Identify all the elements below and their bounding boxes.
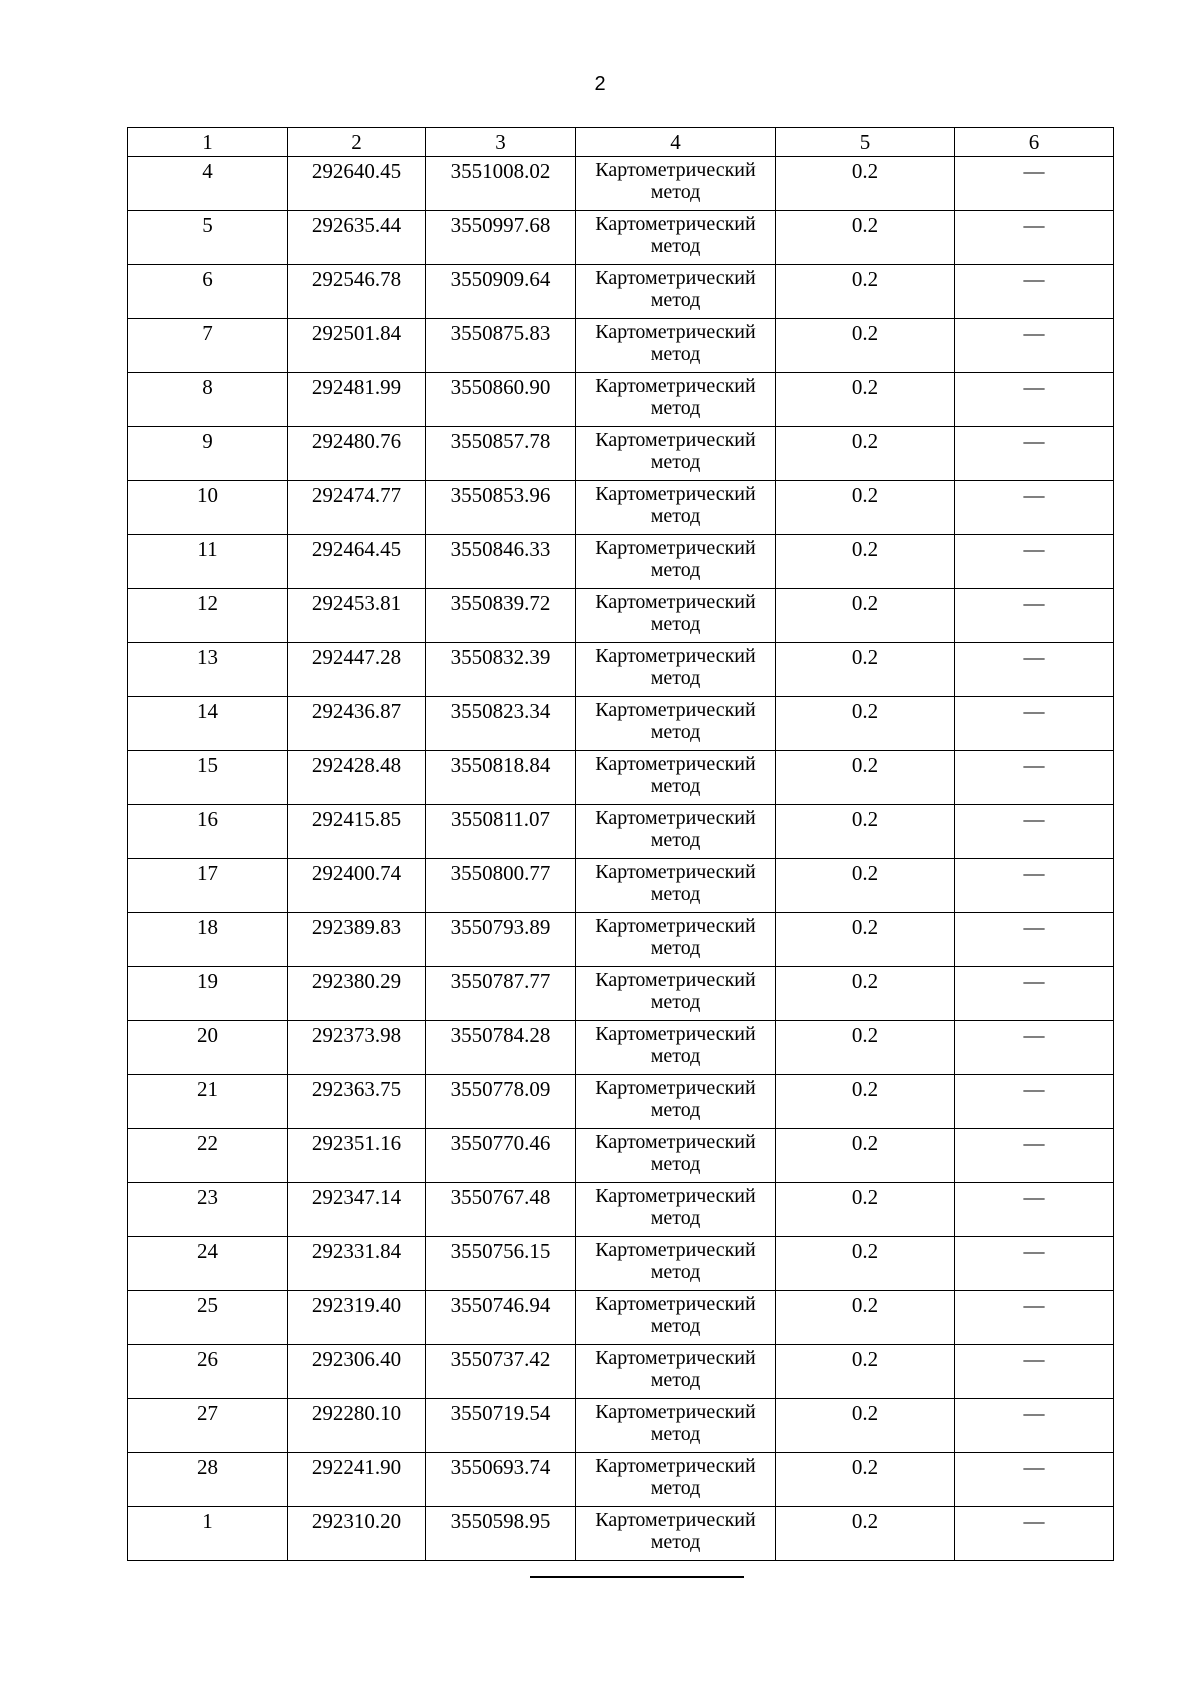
point-number-cell: 27 bbox=[128, 1399, 288, 1453]
y-coordinate-cell: 3550784.28 bbox=[426, 1021, 576, 1075]
x-coordinate-cell: 292436.87 bbox=[288, 697, 426, 751]
method-line-1: Картометрический bbox=[595, 213, 756, 235]
description-cell: — bbox=[955, 913, 1114, 967]
accuracy-cell: 0.2 bbox=[776, 805, 955, 859]
x-coordinate-cell: 292464.45 bbox=[288, 535, 426, 589]
method-cell bbox=[576, 751, 776, 805]
method-cell bbox=[576, 211, 776, 265]
y-coordinate-cell: 3550787.77 bbox=[426, 967, 576, 1021]
y-coordinate-cell: 3550793.89 bbox=[426, 913, 576, 967]
description-cell: — bbox=[955, 1075, 1114, 1129]
description-cell: — bbox=[955, 643, 1114, 697]
method-line-1: Картометрический bbox=[595, 1131, 756, 1153]
method-cell bbox=[576, 427, 776, 481]
table-row bbox=[128, 373, 1114, 427]
method-cell bbox=[576, 1399, 776, 1453]
table-row bbox=[128, 589, 1114, 643]
y-coordinate-cell: 3550811.07 bbox=[426, 805, 576, 859]
x-coordinate-cell: 292480.76 bbox=[288, 427, 426, 481]
method-line-2: метод bbox=[650, 1315, 701, 1337]
method-line-2: метод bbox=[650, 1477, 701, 1499]
method-line-2: метод bbox=[650, 451, 701, 473]
y-coordinate-cell: 3550818.84 bbox=[426, 751, 576, 805]
x-coordinate-cell: 292347.14 bbox=[288, 1183, 426, 1237]
method-line-2: метод bbox=[650, 937, 701, 959]
x-coordinate-cell: 292501.84 bbox=[288, 319, 426, 373]
point-number-cell: 20 bbox=[128, 1021, 288, 1075]
method-cell bbox=[576, 697, 776, 751]
x-coordinate-cell: 292400.74 bbox=[288, 859, 426, 913]
accuracy-cell: 0.2 bbox=[776, 319, 955, 373]
x-coordinate-cell: 292447.28 bbox=[288, 643, 426, 697]
accuracy-cell: 0.2 bbox=[776, 1453, 955, 1507]
point-number-cell: 13 bbox=[128, 643, 288, 697]
point-number-cell: 11 bbox=[128, 535, 288, 589]
table-row bbox=[128, 1507, 1114, 1561]
x-coordinate-cell: 292241.90 bbox=[288, 1453, 426, 1507]
point-number-cell: 26 bbox=[128, 1345, 288, 1399]
y-coordinate-cell: 3550853.96 bbox=[426, 481, 576, 535]
table-row bbox=[128, 1075, 1114, 1129]
accuracy-cell: 0.2 bbox=[776, 859, 955, 913]
table-row bbox=[128, 805, 1114, 859]
method-cell bbox=[576, 1129, 776, 1183]
method-cell bbox=[576, 481, 776, 535]
method-line-2: метод bbox=[650, 235, 701, 257]
point-number-cell: 10 bbox=[128, 481, 288, 535]
page-number: 2 bbox=[594, 73, 606, 95]
method-line-2: метод bbox=[650, 883, 701, 905]
y-coordinate-cell: 3550598.95 bbox=[426, 1507, 576, 1561]
method-line-1: Картометрический bbox=[595, 1023, 756, 1045]
point-number-cell: 7 bbox=[128, 319, 288, 373]
header-row bbox=[128, 128, 1114, 157]
accuracy-cell: 0.2 bbox=[776, 1021, 955, 1075]
x-coordinate-cell: 292453.81 bbox=[288, 589, 426, 643]
description-cell: — bbox=[955, 535, 1114, 589]
accuracy-cell: 0.2 bbox=[776, 1291, 955, 1345]
method-line-2: метод bbox=[650, 343, 701, 365]
point-number-cell: 21 bbox=[128, 1075, 288, 1129]
description-cell: — bbox=[955, 319, 1114, 373]
method-line-1: Картометрический bbox=[595, 483, 756, 505]
method-line-1: Картометрический bbox=[595, 159, 756, 181]
method-cell bbox=[576, 157, 776, 211]
x-coordinate-cell: 292546.78 bbox=[288, 265, 426, 319]
description-cell: — bbox=[955, 697, 1114, 751]
y-coordinate-cell: 3550875.83 bbox=[426, 319, 576, 373]
point-number-cell: 18 bbox=[128, 913, 288, 967]
method-cell bbox=[576, 1291, 776, 1345]
method-line-2: метод bbox=[650, 775, 701, 797]
method-line-2: метод bbox=[650, 1423, 701, 1445]
footer-separator-line bbox=[530, 1576, 744, 1578]
method-line-1: Картометрический bbox=[595, 807, 756, 829]
description-cell: — bbox=[955, 589, 1114, 643]
accuracy-cell: 0.2 bbox=[776, 697, 955, 751]
accuracy-cell: 0.2 bbox=[776, 1129, 955, 1183]
table-row bbox=[128, 1399, 1114, 1453]
table-row bbox=[128, 1021, 1114, 1075]
table-row bbox=[128, 1237, 1114, 1291]
header-cell-6: 6 bbox=[955, 128, 1114, 157]
accuracy-cell: 0.2 bbox=[776, 427, 955, 481]
accuracy-cell: 0.2 bbox=[776, 1075, 955, 1129]
table-row bbox=[128, 319, 1114, 373]
x-coordinate-cell: 292306.40 bbox=[288, 1345, 426, 1399]
table-header bbox=[128, 128, 1114, 157]
accuracy-cell: 0.2 bbox=[776, 265, 955, 319]
point-number-cell: 5 bbox=[128, 211, 288, 265]
accuracy-cell: 0.2 bbox=[776, 481, 955, 535]
method-cell bbox=[576, 805, 776, 859]
y-coordinate-cell: 3550767.48 bbox=[426, 1183, 576, 1237]
table-row bbox=[128, 1129, 1114, 1183]
point-number-cell: 4 bbox=[128, 157, 288, 211]
x-coordinate-cell: 292280.10 bbox=[288, 1399, 426, 1453]
method-line-2: метод bbox=[650, 1099, 701, 1121]
method-line-1: Картометрический bbox=[595, 537, 756, 559]
y-coordinate-cell: 3550909.64 bbox=[426, 265, 576, 319]
table-row bbox=[128, 1183, 1114, 1237]
y-coordinate-cell: 3550997.68 bbox=[426, 211, 576, 265]
method-line-2: метод bbox=[650, 613, 701, 635]
accuracy-cell: 0.2 bbox=[776, 373, 955, 427]
method-line-1: Картометрический bbox=[595, 321, 756, 343]
method-cell bbox=[576, 589, 776, 643]
header-cell-5: 5 bbox=[776, 128, 955, 157]
y-coordinate-cell: 3550770.46 bbox=[426, 1129, 576, 1183]
method-line-2: метод bbox=[650, 289, 701, 311]
table-row bbox=[128, 211, 1114, 265]
description-cell: — bbox=[955, 1021, 1114, 1075]
y-coordinate-cell: 3551008.02 bbox=[426, 157, 576, 211]
header-cell-2: 2 bbox=[288, 128, 426, 157]
x-coordinate-cell: 292380.29 bbox=[288, 967, 426, 1021]
x-coordinate-cell: 292319.40 bbox=[288, 1291, 426, 1345]
accuracy-cell: 0.2 bbox=[776, 643, 955, 697]
y-coordinate-cell: 3550800.77 bbox=[426, 859, 576, 913]
x-coordinate-cell: 292428.48 bbox=[288, 751, 426, 805]
method-line-1: Картометрический bbox=[595, 591, 756, 613]
accuracy-cell: 0.2 bbox=[776, 211, 955, 265]
description-cell: — bbox=[955, 1399, 1114, 1453]
description-cell: — bbox=[955, 373, 1114, 427]
method-line-2: метод bbox=[650, 1045, 701, 1067]
method-cell bbox=[576, 1021, 776, 1075]
x-coordinate-cell: 292474.77 bbox=[288, 481, 426, 535]
method-cell bbox=[576, 1345, 776, 1399]
method-line-1: Картометрический bbox=[595, 1347, 756, 1369]
x-coordinate-cell: 292331.84 bbox=[288, 1237, 426, 1291]
method-cell bbox=[576, 967, 776, 1021]
y-coordinate-cell: 3550693.74 bbox=[426, 1453, 576, 1507]
description-cell: — bbox=[955, 1507, 1114, 1561]
point-number-cell: 17 bbox=[128, 859, 288, 913]
description-cell: — bbox=[955, 265, 1114, 319]
table-row bbox=[128, 157, 1114, 211]
method-line-2: метод bbox=[650, 1531, 701, 1553]
method-line-1: Картометрический bbox=[595, 915, 756, 937]
point-number-cell: 1 bbox=[128, 1507, 288, 1561]
method-line-1: Картометрический bbox=[595, 1293, 756, 1315]
method-cell bbox=[576, 859, 776, 913]
y-coordinate-cell: 3550846.33 bbox=[426, 535, 576, 589]
method-line-2: метод bbox=[650, 667, 701, 689]
y-coordinate-cell: 3550832.39 bbox=[426, 643, 576, 697]
x-coordinate-cell: 292373.98 bbox=[288, 1021, 426, 1075]
y-coordinate-cell: 3550756.15 bbox=[426, 1237, 576, 1291]
table-row bbox=[128, 913, 1114, 967]
method-line-1: Картометрический bbox=[595, 1239, 756, 1261]
point-number-cell: 8 bbox=[128, 373, 288, 427]
method-cell bbox=[576, 373, 776, 427]
accuracy-cell: 0.2 bbox=[776, 1507, 955, 1561]
method-cell bbox=[576, 1453, 776, 1507]
method-line-2: метод bbox=[650, 1261, 701, 1283]
table-row bbox=[128, 967, 1114, 1021]
description-cell: — bbox=[955, 1345, 1114, 1399]
coordinates-table bbox=[127, 127, 1114, 1561]
method-line-1: Картометрический bbox=[595, 429, 756, 451]
x-coordinate-cell: 292415.85 bbox=[288, 805, 426, 859]
y-coordinate-cell: 3550860.90 bbox=[426, 373, 576, 427]
point-number-cell: 28 bbox=[128, 1453, 288, 1507]
table-row bbox=[128, 265, 1114, 319]
method-line-1: Картометрический bbox=[595, 1077, 756, 1099]
table-row bbox=[128, 427, 1114, 481]
accuracy-cell: 0.2 bbox=[776, 589, 955, 643]
header-cell-4: 4 bbox=[576, 128, 776, 157]
description-cell: — bbox=[955, 1129, 1114, 1183]
table-body bbox=[128, 157, 1114, 1561]
table-row bbox=[128, 1291, 1114, 1345]
table-row bbox=[128, 697, 1114, 751]
method-line-1: Картометрический bbox=[595, 1401, 756, 1423]
method-line-2: метод bbox=[650, 991, 701, 1013]
point-number-cell: 25 bbox=[128, 1291, 288, 1345]
method-line-1: Картометрический bbox=[595, 1455, 756, 1477]
method-cell bbox=[576, 319, 776, 373]
description-cell: — bbox=[955, 751, 1114, 805]
accuracy-cell: 0.2 bbox=[776, 967, 955, 1021]
x-coordinate-cell: 292310.20 bbox=[288, 1507, 426, 1561]
description-cell: — bbox=[955, 1453, 1114, 1507]
method-cell bbox=[576, 1183, 776, 1237]
description-cell: — bbox=[955, 859, 1114, 913]
accuracy-cell: 0.2 bbox=[776, 1345, 955, 1399]
table-row bbox=[128, 1345, 1114, 1399]
point-number-cell: 22 bbox=[128, 1129, 288, 1183]
table-row bbox=[128, 859, 1114, 913]
y-coordinate-cell: 3550823.34 bbox=[426, 697, 576, 751]
x-coordinate-cell: 292481.99 bbox=[288, 373, 426, 427]
point-number-cell: 23 bbox=[128, 1183, 288, 1237]
x-coordinate-cell: 292363.75 bbox=[288, 1075, 426, 1129]
method-line-2: метод bbox=[650, 505, 701, 527]
x-coordinate-cell: 292640.45 bbox=[288, 157, 426, 211]
method-line-2: метод bbox=[650, 559, 701, 581]
method-line-1: Картометрический bbox=[595, 969, 756, 991]
table-row bbox=[128, 481, 1114, 535]
method-line-2: метод bbox=[650, 721, 701, 743]
method-line-2: метод bbox=[650, 829, 701, 851]
method-cell bbox=[576, 535, 776, 589]
accuracy-cell: 0.2 bbox=[776, 535, 955, 589]
table-row bbox=[128, 535, 1114, 589]
header-cell-1: 1 bbox=[128, 128, 288, 157]
method-line-1: Картометрический bbox=[595, 699, 756, 721]
table-row bbox=[128, 643, 1114, 697]
point-number-cell: 16 bbox=[128, 805, 288, 859]
description-cell: — bbox=[955, 1291, 1114, 1345]
x-coordinate-cell: 292351.16 bbox=[288, 1129, 426, 1183]
method-cell bbox=[576, 913, 776, 967]
method-line-1: Картометрический bbox=[595, 1509, 756, 1531]
point-number-cell: 19 bbox=[128, 967, 288, 1021]
header-cell-3: 3 bbox=[426, 128, 576, 157]
method-line-1: Картометрический bbox=[595, 861, 756, 883]
point-number-cell: 24 bbox=[128, 1237, 288, 1291]
method-cell bbox=[576, 1237, 776, 1291]
x-coordinate-cell: 292635.44 bbox=[288, 211, 426, 265]
accuracy-cell: 0.2 bbox=[776, 157, 955, 211]
description-cell: — bbox=[955, 427, 1114, 481]
point-number-cell: 6 bbox=[128, 265, 288, 319]
y-coordinate-cell: 3550746.94 bbox=[426, 1291, 576, 1345]
y-coordinate-cell: 3550737.42 bbox=[426, 1345, 576, 1399]
description-cell: — bbox=[955, 157, 1114, 211]
method-line-1: Картометрический bbox=[595, 375, 756, 397]
x-coordinate-cell: 292389.83 bbox=[288, 913, 426, 967]
y-coordinate-cell: 3550839.72 bbox=[426, 589, 576, 643]
description-cell: — bbox=[955, 1237, 1114, 1291]
table-row bbox=[128, 751, 1114, 805]
accuracy-cell: 0.2 bbox=[776, 1237, 955, 1291]
y-coordinate-cell: 3550857.78 bbox=[426, 427, 576, 481]
accuracy-cell: 0.2 bbox=[776, 1183, 955, 1237]
method-cell bbox=[576, 643, 776, 697]
description-cell: — bbox=[955, 805, 1114, 859]
y-coordinate-cell: 3550778.09 bbox=[426, 1075, 576, 1129]
description-cell: — bbox=[955, 1183, 1114, 1237]
method-line-1: Картометрический bbox=[595, 753, 756, 775]
method-line-2: метод bbox=[650, 1369, 701, 1391]
method-line-1: Картометрический bbox=[595, 1185, 756, 1207]
point-number-cell: 15 bbox=[128, 751, 288, 805]
method-line-2: метод bbox=[650, 1153, 701, 1175]
method-line-1: Картометрический bbox=[595, 267, 756, 289]
accuracy-cell: 0.2 bbox=[776, 751, 955, 805]
method-line-2: метод bbox=[650, 1207, 701, 1229]
point-number-cell: 14 bbox=[128, 697, 288, 751]
method-cell bbox=[576, 1075, 776, 1129]
y-coordinate-cell: 3550719.54 bbox=[426, 1399, 576, 1453]
accuracy-cell: 0.2 bbox=[776, 913, 955, 967]
description-cell: — bbox=[955, 211, 1114, 265]
method-cell bbox=[576, 265, 776, 319]
description-cell: — bbox=[955, 481, 1114, 535]
description-cell: — bbox=[955, 967, 1114, 1021]
method-line-2: метод bbox=[650, 181, 701, 203]
table-row bbox=[128, 1453, 1114, 1507]
method-line-1: Картометрический bbox=[595, 645, 756, 667]
method-cell bbox=[576, 1507, 776, 1561]
accuracy-cell: 0.2 bbox=[776, 1399, 955, 1453]
point-number-cell: 12 bbox=[128, 589, 288, 643]
point-number-cell: 9 bbox=[128, 427, 288, 481]
method-line-2: метод bbox=[650, 397, 701, 419]
